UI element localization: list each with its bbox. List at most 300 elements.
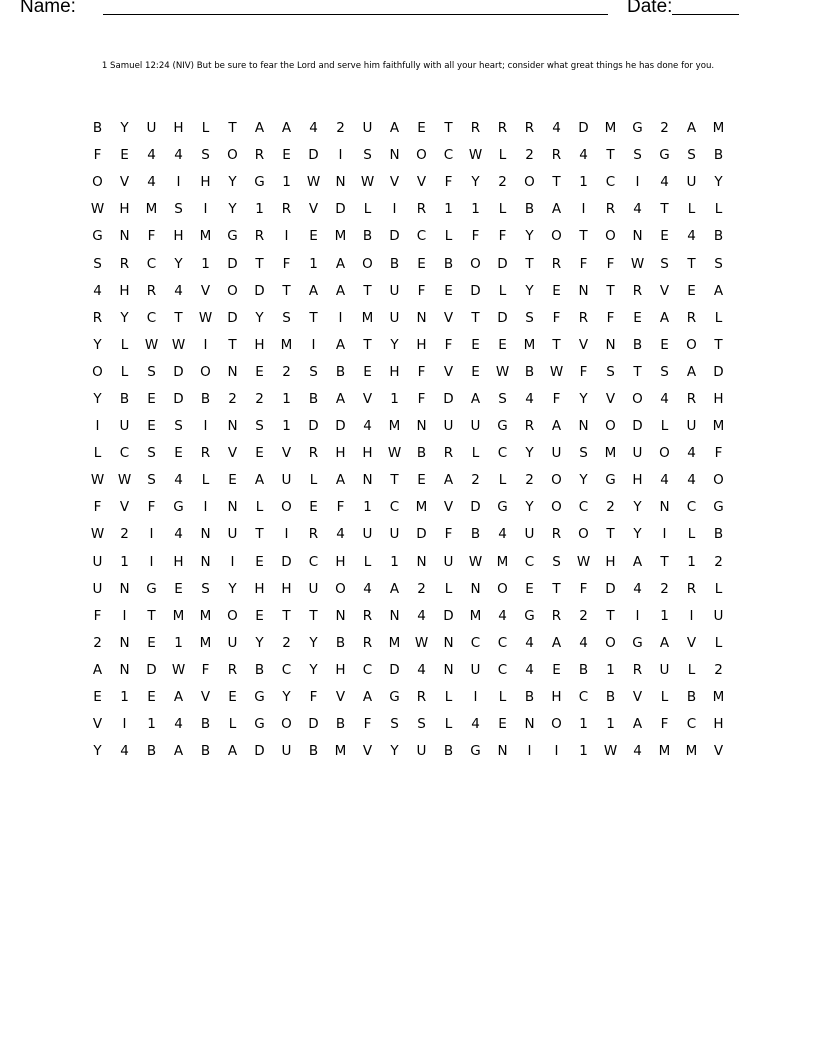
grid-letter[interactable]: G: [524, 607, 535, 624]
grid-letter[interactable]: I: [149, 526, 154, 543]
grid-letter[interactable]: R: [551, 526, 562, 543]
grid-letter[interactable]: D: [578, 120, 589, 137]
grid-letter[interactable]: I: [284, 526, 289, 543]
grid-letter[interactable]: 2: [660, 580, 669, 597]
grid-letter[interactable]: R: [92, 309, 103, 326]
grid-letter[interactable]: D: [308, 418, 319, 435]
grid-letter[interactable]: F: [417, 282, 426, 299]
grid-letter[interactable]: T: [525, 255, 534, 272]
grid-letter[interactable]: F: [714, 445, 723, 462]
grid-letter[interactable]: U: [443, 553, 454, 570]
grid-letter[interactable]: C: [470, 634, 481, 651]
grid-letter[interactable]: V: [227, 445, 238, 462]
grid-letter[interactable]: Y: [120, 120, 129, 137]
grid-letter[interactable]: B: [443, 743, 454, 760]
grid-letter[interactable]: M: [199, 228, 212, 245]
grid-letter[interactable]: L: [687, 526, 696, 543]
grid-letter[interactable]: I: [122, 716, 127, 733]
grid-letter[interactable]: C: [308, 553, 319, 570]
grid-letter[interactable]: L: [660, 418, 669, 435]
grid-letter[interactable]: M: [361, 309, 374, 326]
grid-letter[interactable]: N: [200, 526, 211, 543]
grid-letter[interactable]: A: [551, 201, 562, 218]
grid-letter[interactable]: 4: [552, 120, 561, 137]
grid-letter[interactable]: V: [416, 174, 427, 191]
grid-letter[interactable]: A: [308, 282, 319, 299]
grid-letter[interactable]: B: [362, 228, 373, 245]
grid-letter[interactable]: 4: [417, 607, 426, 624]
grid-letter[interactable]: S: [174, 418, 183, 435]
grid-letter[interactable]: T: [255, 526, 264, 543]
grid-letter[interactable]: H: [416, 336, 427, 353]
grid-letter[interactable]: F: [579, 580, 588, 597]
grid-letter[interactable]: M: [712, 120, 725, 137]
grid-letter[interactable]: Y: [309, 661, 318, 678]
grid-letter[interactable]: T: [606, 282, 615, 299]
grid-letter[interactable]: 1: [120, 553, 129, 570]
grid-letter[interactable]: 2: [417, 580, 426, 597]
grid-letter[interactable]: O: [362, 255, 373, 272]
grid-letter[interactable]: D: [227, 309, 238, 326]
grid-letter[interactable]: V: [119, 174, 130, 191]
grid-letter[interactable]: R: [308, 526, 319, 543]
grid-letter[interactable]: R: [308, 445, 319, 462]
grid-letter[interactable]: W: [90, 526, 105, 543]
grid-letter[interactable]: A: [389, 580, 400, 597]
grid-letter[interactable]: I: [581, 201, 586, 218]
grid-letter[interactable]: 4: [687, 445, 696, 462]
grid-letter[interactable]: 2: [606, 499, 615, 516]
grid-letter[interactable]: E: [93, 689, 102, 706]
grid-letter[interactable]: N: [119, 661, 130, 678]
grid-letter[interactable]: T: [606, 526, 615, 543]
grid-letter[interactable]: N: [335, 174, 346, 191]
grid-letter[interactable]: A: [173, 743, 184, 760]
date-blank-line[interactable]: [672, 14, 739, 15]
grid-letter[interactable]: L: [444, 716, 453, 733]
grid-letter[interactable]: O: [227, 147, 238, 164]
grid-letter[interactable]: Y: [525, 282, 534, 299]
grid-letter[interactable]: V: [308, 201, 319, 218]
grid-letter[interactable]: R: [146, 282, 157, 299]
grid-letter[interactable]: A: [335, 472, 346, 489]
grid-letter[interactable]: 4: [498, 526, 507, 543]
grid-letter[interactable]: M: [388, 634, 401, 651]
grid-letter[interactable]: 4: [336, 526, 345, 543]
grid-letter[interactable]: I: [338, 309, 343, 326]
grid-letter[interactable]: E: [174, 445, 183, 462]
grid-letter[interactable]: U: [524, 526, 535, 543]
grid-letter[interactable]: Y: [579, 390, 588, 407]
grid-letter[interactable]: 2: [498, 174, 507, 191]
grid-letter[interactable]: W: [360, 174, 375, 191]
grid-letter[interactable]: V: [443, 499, 454, 516]
grid-letter[interactable]: 2: [579, 607, 588, 624]
grid-letter[interactable]: F: [552, 309, 561, 326]
grid-letter[interactable]: M: [199, 607, 212, 624]
grid-letter[interactable]: S: [660, 255, 669, 272]
grid-letter[interactable]: R: [470, 120, 481, 137]
grid-letter[interactable]: T: [552, 580, 561, 597]
grid-letter[interactable]: W: [414, 634, 429, 651]
grid-letter[interactable]: E: [417, 255, 426, 272]
grid-letter[interactable]: 1: [255, 201, 264, 218]
grid-letter[interactable]: 4: [525, 634, 534, 651]
grid-letter[interactable]: R: [281, 201, 292, 218]
grid-letter[interactable]: Y: [525, 445, 534, 462]
grid-letter[interactable]: E: [282, 147, 291, 164]
grid-letter[interactable]: V: [632, 689, 643, 706]
grid-letter[interactable]: 2: [714, 661, 723, 678]
grid-letter[interactable]: B: [200, 716, 211, 733]
grid-letter[interactable]: T: [660, 201, 669, 218]
grid-letter[interactable]: B: [119, 390, 130, 407]
grid-letter[interactable]: O: [416, 147, 427, 164]
grid-letter[interactable]: R: [578, 309, 589, 326]
grid-letter[interactable]: 4: [174, 716, 183, 733]
grid-letter[interactable]: H: [254, 580, 265, 597]
grid-letter[interactable]: L: [444, 580, 453, 597]
grid-letter[interactable]: V: [335, 689, 346, 706]
grid-letter[interactable]: T: [687, 255, 696, 272]
grid-letter[interactable]: A: [254, 120, 265, 137]
grid-letter[interactable]: C: [524, 553, 535, 570]
grid-letter[interactable]: A: [335, 336, 346, 353]
grid-letter[interactable]: 2: [228, 390, 237, 407]
grid-letter[interactable]: G: [497, 499, 508, 516]
grid-letter[interactable]: O: [281, 716, 292, 733]
grid-letter[interactable]: M: [334, 228, 347, 245]
grid-letter[interactable]: R: [551, 255, 562, 272]
grid-letter[interactable]: H: [335, 553, 346, 570]
grid-letter[interactable]: S: [714, 255, 723, 272]
grid-letter[interactable]: E: [255, 553, 264, 570]
grid-letter[interactable]: V: [119, 499, 130, 516]
grid-letter[interactable]: 4: [309, 120, 318, 137]
grid-letter[interactable]: N: [470, 580, 481, 597]
grid-letter[interactable]: V: [389, 174, 400, 191]
grid-letter[interactable]: R: [686, 309, 697, 326]
grid-letter[interactable]: T: [228, 336, 237, 353]
grid-letter[interactable]: B: [713, 147, 724, 164]
grid-letter[interactable]: W: [171, 661, 186, 678]
grid-letter[interactable]: B: [713, 228, 724, 245]
grid-letter[interactable]: I: [311, 336, 316, 353]
grid-letter[interactable]: L: [714, 634, 723, 651]
grid-letter[interactable]: U: [713, 607, 724, 624]
grid-letter[interactable]: T: [147, 607, 156, 624]
grid-letter[interactable]: W: [90, 201, 105, 218]
grid-letter[interactable]: O: [335, 580, 346, 597]
grid-letter[interactable]: Y: [390, 336, 399, 353]
grid-letter[interactable]: H: [605, 553, 616, 570]
grid-letter[interactable]: 4: [579, 147, 588, 164]
grid-letter[interactable]: N: [605, 336, 616, 353]
grid-letter[interactable]: L: [471, 445, 480, 462]
grid-letter[interactable]: A: [227, 743, 238, 760]
grid-letter[interactable]: Y: [633, 499, 642, 516]
grid-letter[interactable]: O: [470, 255, 481, 272]
grid-letter[interactable]: E: [498, 716, 507, 733]
grid-letter[interactable]: T: [282, 607, 291, 624]
grid-letter[interactable]: 1: [444, 201, 453, 218]
grid-letter[interactable]: D: [497, 255, 508, 272]
grid-letter[interactable]: F: [606, 309, 615, 326]
grid-letter[interactable]: D: [497, 309, 508, 326]
grid-letter[interactable]: O: [92, 363, 103, 380]
grid-letter[interactable]: W: [495, 363, 510, 380]
grid-letter[interactable]: O: [497, 580, 508, 597]
grid-letter[interactable]: D: [632, 418, 643, 435]
grid-letter[interactable]: B: [524, 689, 535, 706]
grid-letter[interactable]: S: [417, 716, 426, 733]
grid-letter[interactable]: 4: [174, 282, 183, 299]
grid-letter[interactable]: N: [227, 363, 238, 380]
grid-letter[interactable]: 4: [498, 607, 507, 624]
grid-letter[interactable]: F: [417, 390, 426, 407]
grid-letter[interactable]: B: [200, 743, 211, 760]
grid-letter[interactable]: 2: [93, 634, 102, 651]
grid-letter[interactable]: F: [93, 147, 102, 164]
grid-letter[interactable]: F: [201, 661, 210, 678]
grid-letter[interactable]: L: [714, 580, 723, 597]
grid-letter[interactable]: C: [605, 174, 616, 191]
grid-letter[interactable]: A: [173, 689, 184, 706]
grid-letter[interactable]: E: [255, 445, 264, 462]
grid-letter[interactable]: O: [227, 282, 238, 299]
grid-letter[interactable]: L: [120, 363, 129, 380]
grid-letter[interactable]: L: [201, 472, 210, 489]
grid-letter[interactable]: U: [281, 472, 292, 489]
grid-letter[interactable]: A: [335, 255, 346, 272]
grid-letter[interactable]: N: [443, 634, 454, 651]
grid-letter[interactable]: L: [309, 472, 318, 489]
grid-letter[interactable]: W: [603, 743, 618, 760]
grid-letter[interactable]: B: [335, 634, 346, 651]
grid-letter[interactable]: U: [92, 580, 103, 597]
grid-letter[interactable]: E: [228, 472, 237, 489]
grid-letter[interactable]: Y: [228, 174, 237, 191]
grid-letter[interactable]: N: [389, 607, 400, 624]
grid-letter[interactable]: 1: [606, 661, 615, 678]
grid-letter[interactable]: U: [443, 418, 454, 435]
grid-letter[interactable]: U: [389, 526, 400, 543]
grid-letter[interactable]: E: [687, 282, 696, 299]
grid-letter[interactable]: F: [147, 499, 156, 516]
grid-letter[interactable]: 2: [525, 147, 534, 164]
grid-letter[interactable]: A: [335, 390, 346, 407]
grid-letter[interactable]: A: [713, 282, 724, 299]
grid-letter[interactable]: D: [389, 661, 400, 678]
grid-letter[interactable]: 1: [282, 390, 291, 407]
grid-letter[interactable]: Y: [228, 201, 237, 218]
grid-letter[interactable]: 4: [525, 661, 534, 678]
grid-letter[interactable]: L: [255, 499, 264, 516]
grid-letter[interactable]: M: [415, 499, 428, 516]
grid-letter[interactable]: B: [416, 445, 427, 462]
grid-letter[interactable]: Y: [255, 634, 264, 651]
grid-letter[interactable]: I: [662, 526, 667, 543]
grid-letter[interactable]: E: [147, 634, 156, 651]
grid-letter[interactable]: Y: [174, 255, 183, 272]
grid-letter[interactable]: R: [254, 228, 265, 245]
grid-letter[interactable]: O: [713, 472, 724, 489]
grid-letter[interactable]: V: [281, 445, 292, 462]
grid-letter[interactable]: V: [578, 336, 589, 353]
grid-letter[interactable]: G: [470, 743, 481, 760]
grid-letter[interactable]: O: [227, 607, 238, 624]
grid-letter[interactable]: U: [551, 445, 562, 462]
grid-letter[interactable]: D: [416, 526, 427, 543]
grid-letter[interactable]: U: [686, 418, 697, 435]
grid-letter[interactable]: I: [230, 553, 235, 570]
grid-letter[interactable]: R: [416, 201, 427, 218]
grid-letter[interactable]: N: [227, 499, 238, 516]
grid-letter[interactable]: 1: [174, 634, 183, 651]
grid-letter[interactable]: B: [308, 743, 319, 760]
grid-letter[interactable]: W: [468, 147, 483, 164]
grid-letter[interactable]: F: [606, 255, 615, 272]
grid-letter[interactable]: G: [497, 418, 508, 435]
grid-letter[interactable]: G: [632, 120, 643, 137]
grid-letter[interactable]: U: [308, 580, 319, 597]
grid-letter[interactable]: 1: [147, 716, 156, 733]
grid-letter[interactable]: 2: [282, 634, 291, 651]
grid-letter[interactable]: I: [203, 499, 208, 516]
grid-letter[interactable]: M: [496, 553, 509, 570]
grid-letter[interactable]: D: [443, 607, 454, 624]
grid-letter[interactable]: V: [92, 716, 103, 733]
grid-letter[interactable]: H: [551, 689, 562, 706]
grid-letter[interactable]: E: [417, 472, 426, 489]
grid-letter[interactable]: 1: [390, 390, 399, 407]
grid-letter[interactable]: N: [200, 553, 211, 570]
grid-letter[interactable]: R: [443, 445, 454, 462]
grid-letter[interactable]: 1: [120, 689, 129, 706]
grid-letter[interactable]: B: [200, 390, 211, 407]
grid-letter[interactable]: T: [390, 472, 399, 489]
grid-letter[interactable]: W: [549, 363, 564, 380]
grid-letter[interactable]: E: [255, 607, 264, 624]
grid-letter[interactable]: F: [336, 499, 345, 516]
grid-letter[interactable]: 1: [579, 174, 588, 191]
grid-letter[interactable]: E: [660, 228, 669, 245]
grid-letter[interactable]: M: [604, 120, 617, 137]
grid-letter[interactable]: A: [551, 418, 562, 435]
grid-letter[interactable]: A: [470, 390, 481, 407]
grid-letter[interactable]: C: [146, 255, 157, 272]
grid-letter[interactable]: I: [338, 147, 343, 164]
grid-letter[interactable]: S: [147, 363, 156, 380]
grid-letter[interactable]: E: [633, 309, 642, 326]
grid-letter[interactable]: H: [254, 336, 265, 353]
grid-letter[interactable]: N: [578, 282, 589, 299]
grid-letter[interactable]: O: [605, 634, 616, 651]
grid-letter[interactable]: D: [308, 716, 319, 733]
grid-letter[interactable]: I: [284, 228, 289, 245]
grid-letter[interactable]: I: [176, 174, 181, 191]
grid-letter[interactable]: O: [659, 445, 670, 462]
grid-letter[interactable]: B: [308, 390, 319, 407]
grid-letter[interactable]: A: [362, 689, 373, 706]
grid-letter[interactable]: U: [362, 526, 373, 543]
grid-letter[interactable]: F: [471, 228, 480, 245]
grid-letter[interactable]: T: [552, 336, 561, 353]
grid-letter[interactable]: 4: [687, 228, 696, 245]
grid-letter[interactable]: 1: [579, 743, 588, 760]
grid-letter[interactable]: T: [552, 174, 561, 191]
grid-letter[interactable]: 1: [363, 499, 372, 516]
grid-letter[interactable]: R: [524, 120, 535, 137]
grid-letter[interactable]: Y: [93, 336, 102, 353]
grid-letter[interactable]: B: [632, 336, 643, 353]
grid-letter[interactable]: I: [635, 607, 640, 624]
grid-letter[interactable]: 4: [579, 634, 588, 651]
grid-letter[interactable]: H: [173, 228, 184, 245]
grid-letter[interactable]: 4: [417, 661, 426, 678]
grid-letter[interactable]: T: [633, 363, 642, 380]
grid-letter[interactable]: L: [498, 472, 507, 489]
grid-letter[interactable]: B: [524, 363, 535, 380]
grid-letter[interactable]: E: [660, 336, 669, 353]
grid-letter[interactable]: D: [443, 390, 454, 407]
grid-letter[interactable]: U: [416, 743, 427, 760]
grid-letter[interactable]: G: [605, 472, 616, 489]
grid-letter[interactable]: F: [282, 255, 291, 272]
grid-letter[interactable]: O: [200, 363, 211, 380]
grid-letter[interactable]: O: [551, 499, 562, 516]
grid-letter[interactable]: L: [444, 228, 453, 245]
grid-letter[interactable]: S: [147, 472, 156, 489]
grid-letter[interactable]: S: [93, 255, 102, 272]
grid-letter[interactable]: C: [578, 689, 589, 706]
grid-letter[interactable]: A: [632, 716, 643, 733]
grid-letter[interactable]: L: [687, 661, 696, 678]
grid-letter[interactable]: E: [147, 390, 156, 407]
grid-letter[interactable]: O: [281, 499, 292, 516]
grid-letter[interactable]: S: [606, 363, 615, 380]
grid-letter[interactable]: A: [686, 120, 697, 137]
grid-letter[interactable]: D: [281, 553, 292, 570]
grid-letter[interactable]: M: [523, 336, 536, 353]
grid-letter[interactable]: N: [416, 309, 427, 326]
grid-letter[interactable]: 4: [120, 743, 129, 760]
grid-letter[interactable]: S: [174, 201, 183, 218]
grid-letter[interactable]: O: [551, 472, 562, 489]
grid-letter[interactable]: R: [200, 445, 211, 462]
grid-letter[interactable]: G: [227, 228, 238, 245]
grid-letter[interactable]: N: [659, 499, 670, 516]
grid-letter[interactable]: E: [255, 363, 264, 380]
grid-letter[interactable]: V: [443, 363, 454, 380]
grid-letter[interactable]: F: [309, 689, 318, 706]
grid-letter[interactable]: 4: [660, 174, 669, 191]
grid-letter[interactable]: 4: [363, 580, 372, 597]
grid-letter[interactable]: 2: [255, 390, 264, 407]
grid-letter[interactable]: C: [578, 499, 589, 516]
grid-letter[interactable]: 2: [120, 526, 129, 543]
grid-letter[interactable]: W: [117, 472, 132, 489]
grid-letter[interactable]: S: [363, 147, 372, 164]
grid-letter[interactable]: R: [362, 634, 373, 651]
grid-letter[interactable]: 1: [471, 201, 480, 218]
grid-letter[interactable]: F: [552, 390, 561, 407]
grid-letter[interactable]: B: [92, 120, 103, 137]
grid-letter[interactable]: T: [255, 255, 264, 272]
grid-letter[interactable]: O: [524, 174, 535, 191]
grid-letter[interactable]: T: [471, 309, 480, 326]
grid-letter[interactable]: D: [173, 363, 184, 380]
